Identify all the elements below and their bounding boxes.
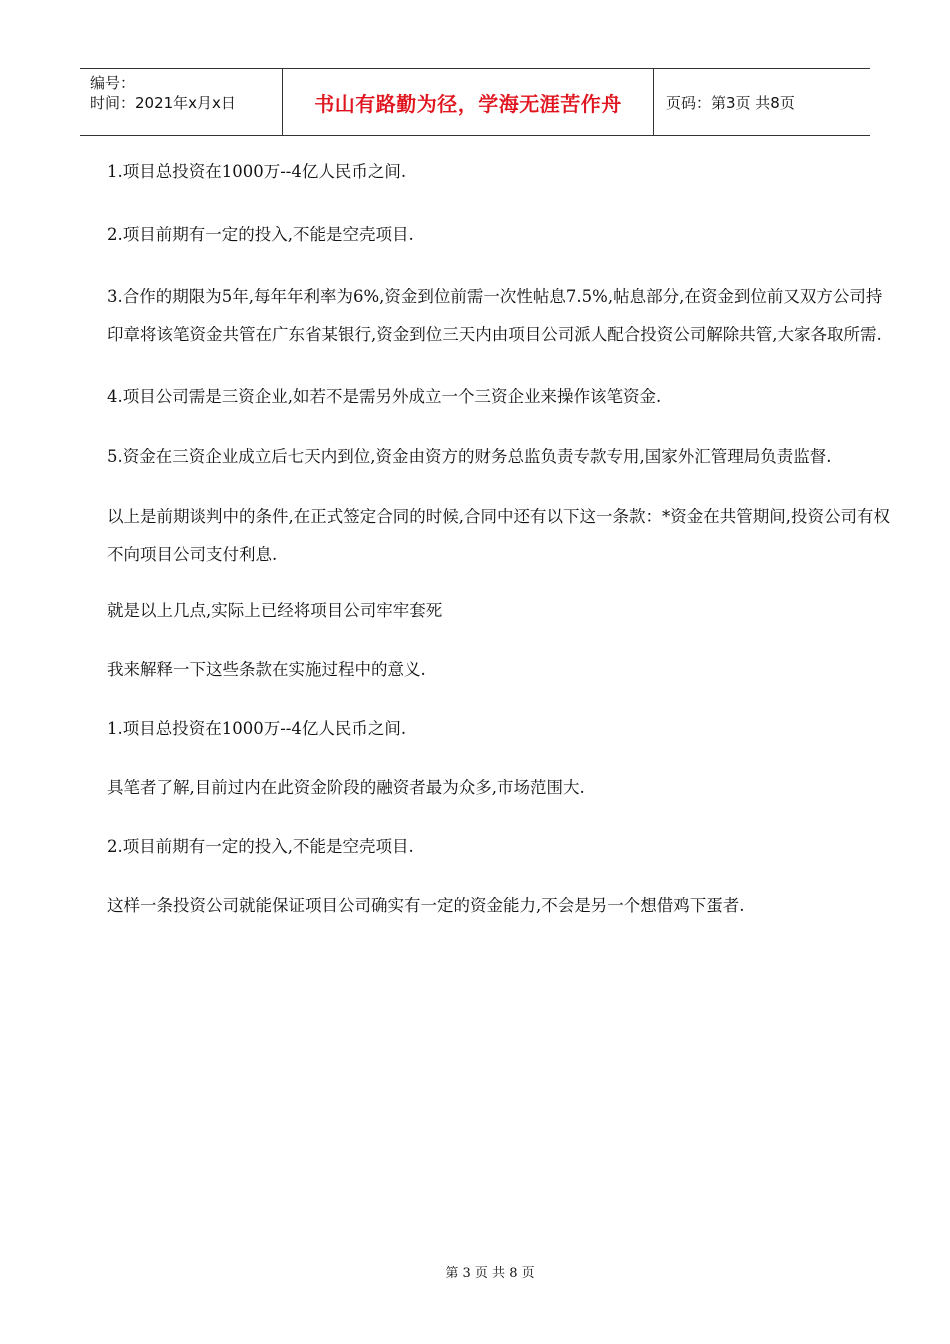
body-paragraph: 这样一条投资公司就能保证项目公司确实有一定的资金能力,不会是另一个想借鸡下蛋者. bbox=[107, 896, 745, 915]
body-paragraph: 3.合作的期限为5年,每年年利率为6%,资金到位前需一次性帖息7.5%,帖息部分,在资金到位前又双方公司持印章将该笔资金共管在广东省某银行,资金到位三天内由项目公司派人配合投资公司解除共管,大家各取所需. bbox=[107, 287, 883, 344]
body-paragraph: 就是以上几点,实际上已经将项目公司牢牢套死 bbox=[107, 601, 443, 620]
document-body bbox=[107, 150, 897, 925]
header-page-number: 页码：第3页 共8页 bbox=[666, 93, 795, 112]
body-paragraph: 具笔者了解,目前过内在此资金阶段的融资者最为众多,市场范围大. bbox=[107, 778, 585, 797]
body-paragraph: 我来解释一下这些条款在实施过程中的意义. bbox=[107, 660, 426, 679]
header-meta bbox=[80, 69, 282, 135]
body-paragraph: 1.项目总投资在1000万--4亿人民币之间. bbox=[107, 162, 407, 181]
header-motto-cell bbox=[282, 69, 654, 135]
body-paragraph: 以上是前期谈判中的条件,在正式签定合同的时候,合同中还有以下这一条款：*资金在共管期间,投资公司有权不向项目公司支付利息. bbox=[107, 507, 890, 564]
header-motto: 书山有路勤为径，学海无涯苦作舟 bbox=[314, 91, 622, 116]
body-paragraph: 1.项目总投资在1000万--4亿人民币之间. bbox=[107, 719, 407, 738]
body-paragraph: 2.项目前期有一定的投入,不能是空壳项目. bbox=[107, 837, 414, 856]
header-page-cell bbox=[654, 69, 870, 135]
body-paragraph: 5.资金在三资企业成立后七天内到位,资金由资方的财务总监负责专款专用,国家外汇管理局负责监督. bbox=[107, 447, 832, 466]
body-paragraph: 2.项目前期有一定的投入,不能是空壳项目. bbox=[107, 225, 414, 244]
document-number-label: 编号： bbox=[90, 74, 136, 92]
page-footer: 第 3 页 共 8 页 bbox=[445, 1266, 535, 1281]
document-date-label: 时间：2021年x月x日 bbox=[90, 94, 236, 112]
body-paragraph: 4.项目公司需是三资企业,如若不是需另外成立一个三资企业来操作该笔资金. bbox=[107, 387, 662, 406]
page-header bbox=[80, 68, 870, 136]
